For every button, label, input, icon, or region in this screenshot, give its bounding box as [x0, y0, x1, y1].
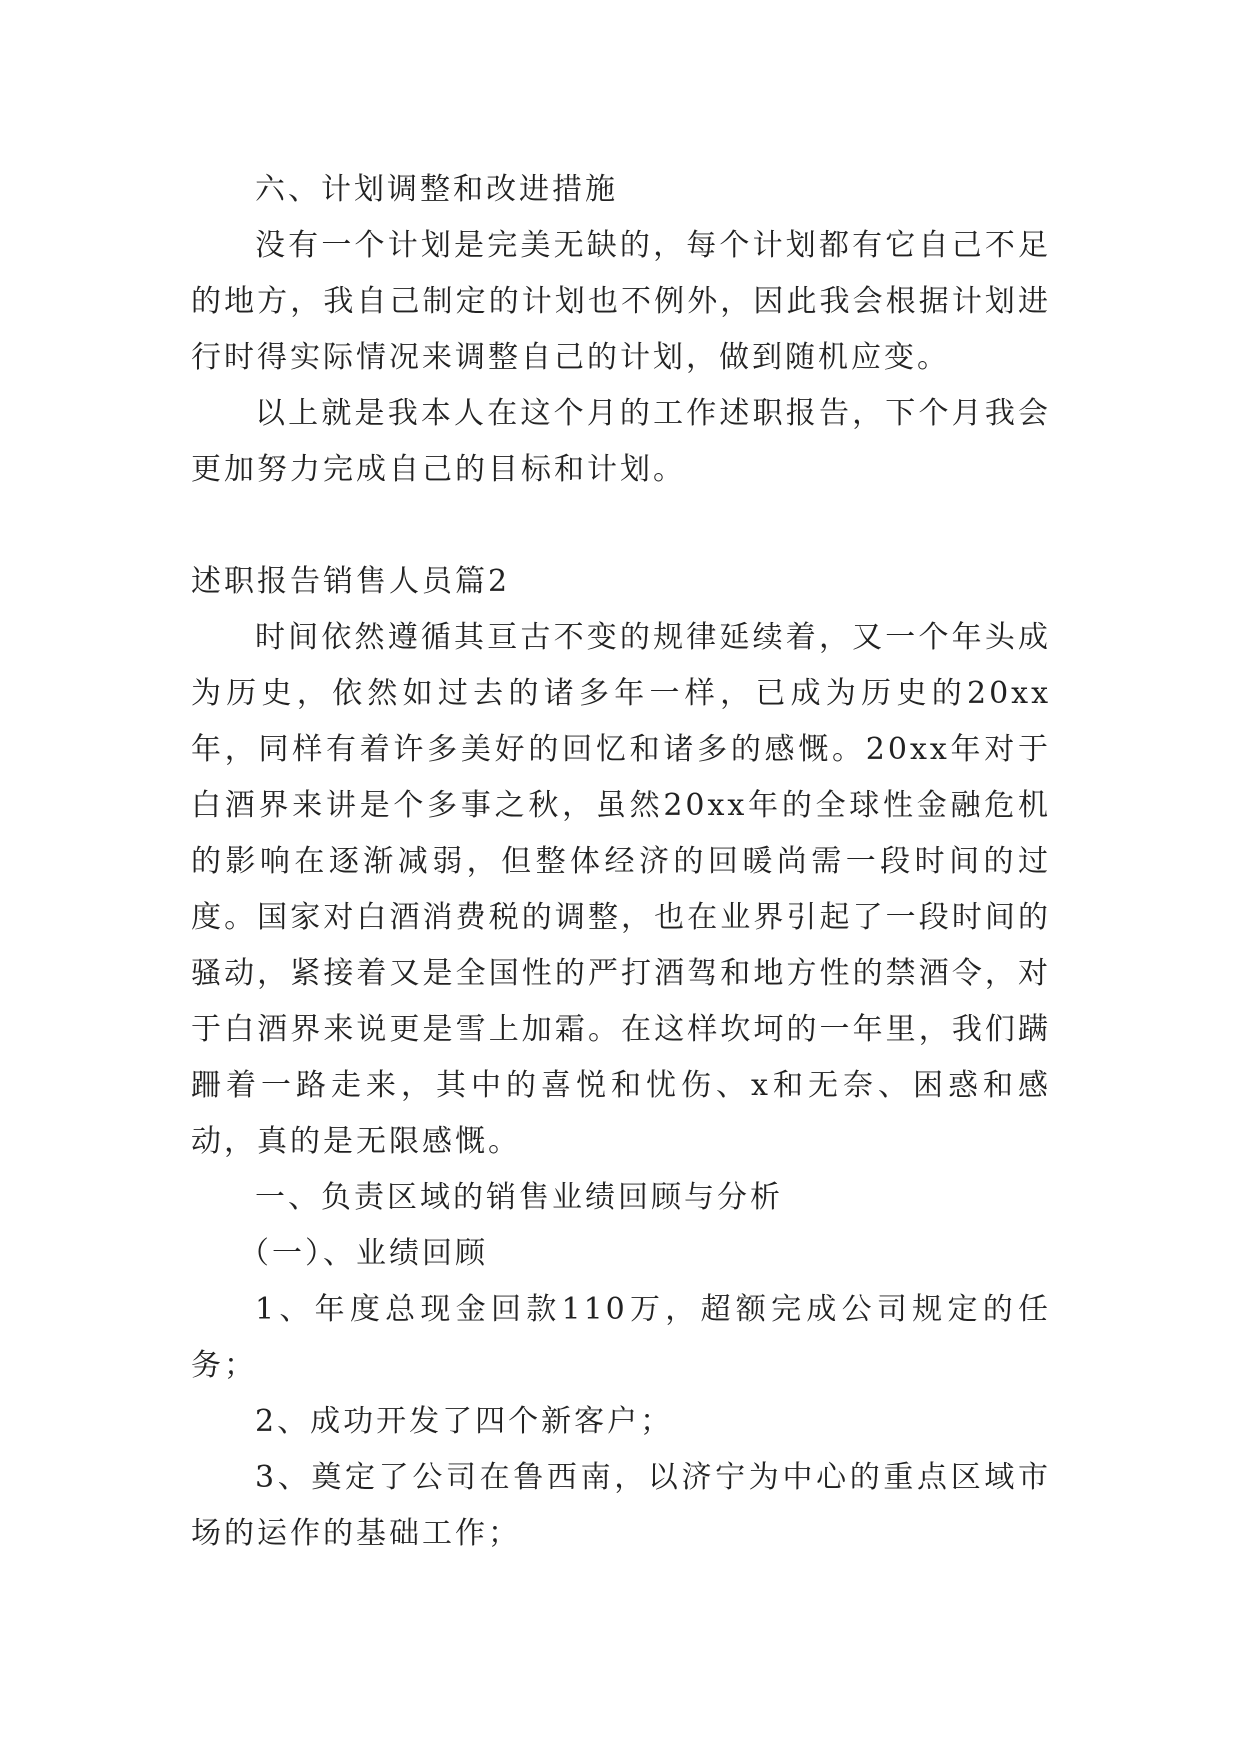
section-gap [191, 498, 1051, 554]
article-2-title: 述职报告销售人员篇2 [191, 564, 511, 599]
list-item: 3、奠定了公司在鲁西南，以济宁为中心的重点区域市场的运作的基础工作； [191, 1460, 1051, 1551]
section-six-paragraph-2: 以上就是我本人在这个月的工作述职报告，下个月我会更加努力完成自己的目标和计划。 [191, 396, 1051, 487]
section-six-paragraph-1: 没有一个计划是完美无缺的，每个计划都有它自己不足的地方，我自己制定的计划也不例外，因此我会根据计划进行时得实际情况来调整自己的计划，做到随机应变。 [191, 228, 1051, 375]
list-item: 2、成功开发了四个新客户； [255, 1404, 674, 1439]
section-six-heading: 六、计划调整和改进措施 [255, 172, 618, 207]
document-body [191, 162, 1051, 1562]
list-item: 1、年度总现金回款110万，超额完成公司规定的任务； [191, 1292, 1051, 1383]
subsection-heading: （一）、业绩回顾 [239, 1236, 488, 1271]
section-one-heading: 一、负责区域的销售业绩回顾与分析 [255, 1180, 783, 1215]
article-2-intro-paragraph: 时间依然遵循其亘古不变的规律延续着，又一个年头成为历史，依然如过去的诸多年一样，已成为历史的20xx年，同样有着许多美好的回忆和诸多的感慨。20xx年对于白酒界来讲是个多事之秋，虽然20xx年的全球性金融危机的影响在逐渐减弱，但整体经济的回暖尚需一段时间的过度。国家对白酒消费税的调整，也在业界引起了一段时间的骚动，紧接着又是全国性的严打酒驾和地方性的禁酒令，对于白酒界来说更是雪上加霜。在这样坎坷的一年里，我们蹒跚着一路走来，其中的喜悦和忧伤、x和无奈、困惑和感动，真的是无限感慨。 [191, 620, 1051, 1159]
